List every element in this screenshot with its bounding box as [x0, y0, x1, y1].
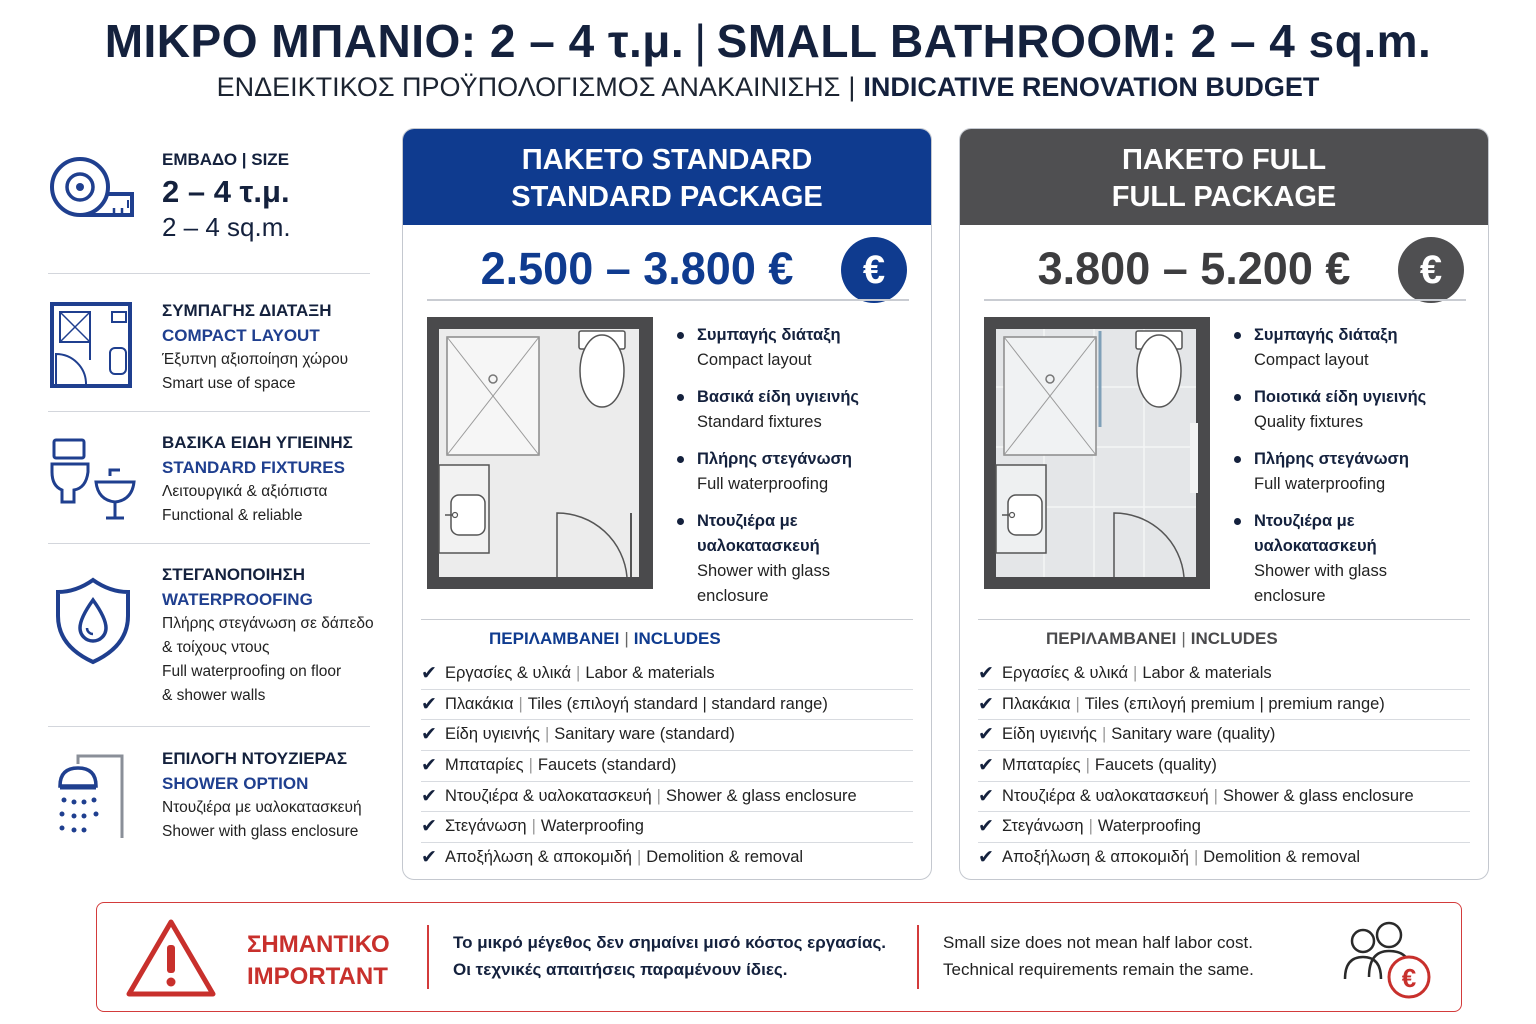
includes-title-english: INCLUDES — [1190, 629, 1278, 648]
includes-title-english: INCLUDES — [633, 629, 721, 648]
euro-icon: € — [841, 237, 907, 303]
floor-plan-icon — [48, 300, 138, 390]
full-price-amount: 3.800 – 5.200 € — [1037, 243, 1351, 294]
list-item: ✔ Αποξήλωση & αποκομιδή | Demolition & removal — [421, 843, 913, 874]
feature-divider — [48, 543, 370, 544]
list-item — [677, 385, 917, 435]
list-item: ✔ Μπαταρίες | Faucets (standard) — [421, 751, 913, 782]
include-english: Faucets (quality) — [1094, 756, 1217, 775]
subtitle-greek: ΕΝΔΕΙΚΤΙΚΟΣ ΠΡΟΫΠΟΛΟΓΙΣΜΟΣ ΑΝΑΚΑΙΝΙΣΗΣ — [216, 72, 841, 102]
include-english: Shower & glass enclosure — [665, 786, 857, 805]
include-greek: Είδη υγιεινής — [445, 725, 540, 744]
includes-title-greek: ΠΕΡΙΛΑΜΒΑΝΕΙ — [489, 629, 620, 648]
full-includes-list — [978, 659, 1470, 874]
feature-divider — [48, 411, 370, 412]
include-english: Waterproofing — [540, 817, 644, 836]
list-item: ✔ Εργασίες & υλικά | Labor & materials — [978, 659, 1470, 690]
includes-divider — [421, 619, 913, 620]
people-euro-icon — [1339, 917, 1435, 1001]
bathroom-plan-illustration — [427, 317, 653, 589]
list-item: ✔ Πλακάκια | Tiles (επιλογή premium | premium range) — [978, 690, 1470, 721]
standard-title-english: STANDARD PACKAGE — [511, 181, 823, 213]
include-english: Demolition & removal — [646, 848, 804, 867]
check-icon: ✔ — [978, 755, 994, 777]
layout-title-english: COMPACT LAYOUT — [162, 326, 320, 345]
check-icon: ✔ — [421, 785, 437, 807]
list-item — [1234, 385, 1474, 435]
feature-divider — [48, 273, 370, 274]
check-icon: ✔ — [421, 724, 437, 746]
full-price — [984, 237, 1464, 301]
list-item: ✔ Είδη υγιεινής | Sanitary ware (quality) — [978, 720, 1470, 751]
important-label-english: IMPORTANT — [247, 963, 388, 990]
fixtures-line-2: Functional & reliable — [162, 507, 303, 524]
feature-layout-text — [162, 298, 376, 396]
include-greek: Στεγάνωση — [1002, 817, 1084, 836]
bullet-english: Quality fixtures — [1254, 413, 1364, 431]
list-item: ✔ Είδη υγιεινής | Sanitary ware (standard) — [421, 720, 913, 751]
check-icon: ✔ — [421, 693, 437, 715]
price-divider — [984, 299, 1466, 301]
check-icon: ✔ — [421, 816, 437, 838]
full-bullet-list — [1234, 323, 1474, 621]
include-english: Sanitary ware (quality) — [1111, 725, 1276, 744]
layout-line-1: Έξυπνη αξιοποίηση χώρου — [162, 351, 349, 368]
includes-title: ΠΕΡΙΛΑΜΒΑΝΕΙ | INCLUDES — [489, 629, 721, 648]
bullet-greek: Ντουζιέρα με υαλοκατασκευή — [1254, 512, 1377, 555]
bullet-greek: Ποιοτικά είδη υγιεινής — [1254, 388, 1427, 406]
list-item: ✔ Μπαταρίες | Faucets (quality) — [978, 751, 1470, 782]
feature-shower-text — [162, 746, 382, 844]
check-icon: ✔ — [978, 816, 994, 838]
include-english: Demolition & removal — [1203, 848, 1361, 867]
standard-price-amount: 2.500 – 3.800 € — [480, 243, 794, 294]
bullet-english: Compact layout — [1254, 351, 1369, 369]
waterproofing-title-greek: ΣΤΕΓΑΝΟΠΟΙΗΣΗ — [162, 565, 306, 584]
bullet-english: Shower with glass enclosure — [697, 562, 830, 605]
include-greek: Μπαταρίες — [1002, 756, 1081, 775]
waterproofing-title-english: WATERPROOFING — [162, 590, 313, 609]
bullet-english: Compact layout — [697, 351, 812, 369]
bullet-english: Shower with glass enclosure — [1254, 562, 1387, 605]
important-notice — [96, 902, 1462, 1012]
check-icon: ✔ — [978, 785, 994, 807]
standard-bullet-list — [677, 323, 917, 621]
check-icon: ✔ — [978, 693, 994, 715]
feature-size-text — [162, 150, 376, 243]
size-value-greek: 2 – 4 τ.μ. — [162, 174, 290, 209]
bullet-greek: Συμπαγής διάταξη — [697, 326, 841, 344]
subtitle-english: INDICATIVE RENOVATION BUDGET — [863, 72, 1320, 102]
euro-icon: € — [1398, 237, 1464, 303]
include-greek: Πλακάκια — [445, 694, 514, 713]
check-icon: ✔ — [421, 663, 437, 684]
size-value-english: 2 – 4 sq.m. — [162, 212, 291, 242]
list-item: ✔ Στεγάνωση | Waterproofing — [421, 812, 913, 843]
full-package-card — [959, 128, 1489, 880]
subtitle-separator: | — [848, 72, 856, 102]
list-item — [1234, 323, 1474, 373]
shower-title-english: SHOWER OPTION — [162, 774, 309, 793]
list-item — [1234, 447, 1474, 497]
feature-waterproofing — [48, 562, 374, 712]
feature-shower — [48, 746, 370, 846]
tape-measure-icon — [48, 150, 138, 240]
fixtures-line-1: Λειτουργικά & αξιόπιστα — [162, 483, 328, 500]
bullet-greek: Βασικά είδη υγιεινής — [697, 388, 860, 406]
include-greek: Πλακάκια — [1002, 694, 1071, 713]
important-label — [247, 929, 390, 993]
standard-price — [427, 237, 907, 301]
standard-includes-list — [421, 659, 913, 874]
include-english: Tiles (επιλογή premium | premium range) — [1084, 694, 1385, 713]
include-english: Faucets (standard) — [537, 756, 677, 775]
bullet-greek: Συμπαγής διάταξη — [1254, 326, 1398, 344]
full-title-greek: ΠΑΚΕΤΟ FULL — [1121, 144, 1327, 176]
notice-english-text — [943, 929, 1254, 983]
waterproofing-line-3: Full waterproofing on floor — [162, 663, 342, 680]
list-item: ✔ Πλακάκια | Tiles (επιλογή standard | standard range) — [421, 690, 913, 721]
shower-head-icon — [48, 750, 138, 840]
full-title-english: FULL PACKAGE — [1111, 181, 1337, 213]
page-subtitle — [0, 72, 1536, 103]
check-icon: ✔ — [421, 755, 437, 777]
include-greek: Ντουζιέρα & υαλοκατασκευή — [445, 786, 652, 805]
bullet-greek: Ντουζιέρα με υαλοκατασκευή — [697, 512, 820, 555]
list-item: ✔ Ντουζιέρα & υαλοκατασκευή | Shower & glass enclosure — [421, 782, 913, 813]
list-item — [677, 323, 917, 373]
important-label-greek: ΣΗΜΑΝΤΙΚΟ — [247, 931, 390, 958]
bullet-english: Full waterproofing — [697, 475, 829, 493]
include-greek: Είδη υγιεινής — [1002, 725, 1097, 744]
include-greek: Εργασίες & υλικά — [445, 664, 572, 682]
bullet-english: Standard fixtures — [697, 413, 822, 431]
waterproofing-line-1: Πλήρης στεγάνωση σε δάπεδο — [162, 615, 374, 632]
bullet-greek: Πλήρης στεγάνωση — [697, 450, 852, 468]
bathroom-plan-illustration — [984, 317, 1210, 589]
list-item: ✔ Αποξήλωση & αποκομιδή | Demolition & removal — [978, 843, 1470, 874]
bullet-english: Full waterproofing — [1254, 475, 1386, 493]
list-item: ✔ Ντουζιέρα & υαλοκατασκευή | Shower & glass enclosure — [978, 782, 1470, 813]
include-greek: Μπαταρίες — [445, 756, 524, 775]
standard-package-card — [402, 128, 932, 880]
title-english: SMALL BATHROOM: 2 – 4 sq.m. — [716, 15, 1432, 67]
include-english: Shower & glass enclosure — [1222, 786, 1414, 805]
euro-symbol: € — [1401, 963, 1417, 993]
notice-separator — [917, 925, 919, 989]
title-greek: ΜΙΚΡΟ ΜΠΑΝΙΟ: 2 – 4 τ.μ. — [104, 15, 685, 67]
price-divider — [427, 299, 909, 301]
feature-fixtures — [48, 430, 370, 530]
shield-drop-icon — [48, 576, 138, 666]
feature-waterproofing-text — [162, 562, 382, 708]
notice-english-line-1: Small size does not mean half labor cost. — [943, 933, 1253, 952]
bullet-greek: Πλήρης στεγάνωση — [1254, 450, 1409, 468]
waterproofing-line-4: & shower walls — [162, 687, 266, 704]
include-english: Waterproofing — [1097, 817, 1201, 836]
layout-title-greek: ΣΥΜΠΑΓΗΣ ΔΙΑΤΑΞΗ — [162, 301, 332, 320]
includes-title: ΠΕΡΙΛΑΜΒΑΝΕΙ | INCLUDES — [1046, 629, 1278, 648]
includes-divider — [978, 619, 1470, 620]
feature-divider — [48, 726, 370, 727]
include-greek: Στεγάνωση — [445, 817, 527, 836]
check-icon: ✔ — [978, 724, 994, 746]
list-item: ✔ Στεγάνωση | Waterproofing — [978, 812, 1470, 843]
include-english: Labor & materials — [585, 664, 715, 682]
notice-english-line-2: Technical requirements remain the same. — [943, 960, 1254, 979]
notice-greek-text — [453, 929, 886, 983]
standard-package-header — [403, 129, 931, 225]
include-greek: Εργασίες & υλικά — [1002, 664, 1129, 682]
standard-title-greek: ΠΑΚΕΤΟ STANDARD — [521, 144, 813, 176]
list-item — [1234, 509, 1404, 609]
include-english: Sanitary ware (standard) — [554, 725, 735, 744]
shower-line-2: Shower with glass enclosure — [162, 823, 359, 840]
title-separator: | — [694, 15, 707, 67]
includes-title-greek: ΠΕΡΙΛΑΜΒΑΝΕΙ — [1046, 629, 1177, 648]
notice-greek-line-1: Το μικρό μέγεθος δεν σημαίνει μισό κόστος εργασίας. — [453, 933, 887, 952]
list-item: ✔ Εργασίες & υλικά | Labor & materials — [421, 659, 913, 690]
include-greek: Ντουζιέρα & υαλοκατασκευή — [1002, 786, 1209, 805]
include-greek: Αποξήλωση & αποκομιδή — [445, 848, 632, 867]
include-greek: Αποξήλωση & αποκομιδή — [1002, 848, 1189, 867]
list-item — [677, 447, 917, 497]
notice-separator — [427, 925, 429, 989]
fixtures-title-english: STANDARD FIXTURES — [162, 458, 345, 477]
toilet-sink-icon — [48, 434, 138, 524]
size-label: ΕΜΒΑΔΟ | SIZE — [162, 150, 290, 169]
warning-triangle-icon — [125, 917, 217, 999]
feature-layout — [48, 298, 370, 398]
check-icon: ✔ — [421, 847, 437, 869]
feature-fixtures-text — [162, 430, 376, 528]
check-icon: ✔ — [978, 847, 994, 869]
check-icon: ✔ — [978, 663, 994, 684]
layout-line-2: Smart use of space — [162, 375, 296, 392]
feature-size — [48, 150, 370, 260]
fixtures-title-greek: ΒΑΣΙΚΑ ΕΙΔΗ ΥΓΙΕΙΝΗΣ — [162, 433, 353, 452]
include-english: Tiles (επιλογή standard | standard range) — [527, 694, 828, 713]
shower-line-1: Ντουζιέρα με υαλοκατασκευή — [162, 799, 362, 816]
full-package-header — [960, 129, 1488, 225]
list-item — [677, 509, 847, 609]
shower-title-greek: ΕΠΙΛΟΓΗ ΝΤΟΥΖΙΕΡΑΣ — [162, 749, 348, 768]
notice-greek-line-2: Οι τεχνικές απαιτήσεις παραμένουν ίδιες. — [453, 960, 788, 979]
include-english: Labor & materials — [1142, 664, 1272, 682]
page-title — [0, 14, 1536, 68]
waterproofing-line-2: & τοίχους ντους — [162, 639, 270, 656]
